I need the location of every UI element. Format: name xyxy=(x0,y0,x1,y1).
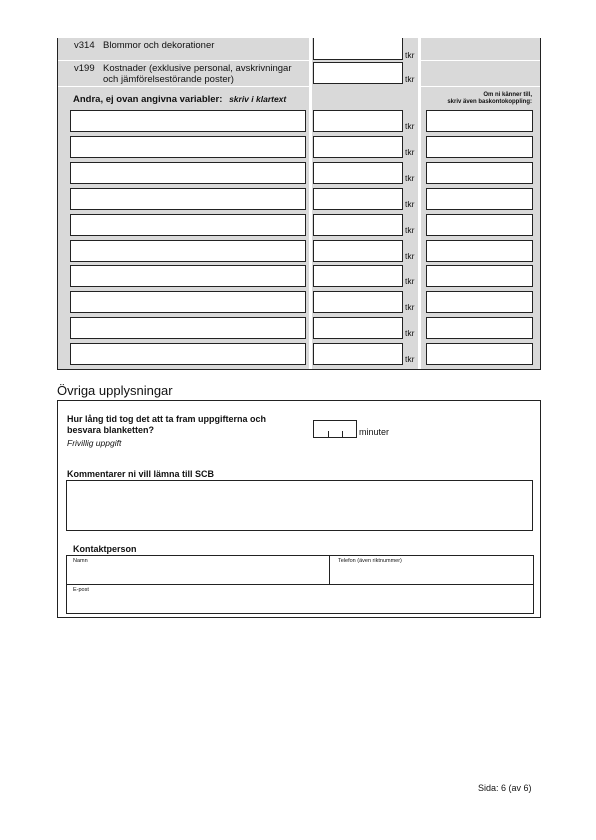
section-title: Övriga upplysningar xyxy=(57,383,173,398)
digit-tick xyxy=(342,431,343,437)
minutes-input[interactable] xyxy=(313,420,357,438)
row-divider xyxy=(421,86,540,87)
variable-name-input[interactable] xyxy=(70,136,306,158)
value-input-v314[interactable] xyxy=(313,38,403,60)
variable-name-input[interactable] xyxy=(70,240,306,262)
optional-note: Frivillig uppgift xyxy=(67,438,122,448)
contact-phone-field[interactable] xyxy=(329,555,534,585)
page-number: Sida: 6 (av 6) xyxy=(478,783,532,793)
variable-value-input[interactable] xyxy=(313,343,403,365)
account-note-line1: Om ni känner till, xyxy=(483,92,532,98)
email-label: E-post xyxy=(73,587,89,593)
variable-name-input[interactable] xyxy=(70,188,306,210)
contact-title: Kontaktperson xyxy=(73,544,137,554)
variable-value-input[interactable] xyxy=(313,188,403,210)
account-code-input[interactable] xyxy=(426,162,533,184)
row-divider xyxy=(58,60,309,61)
unit-label: tkr xyxy=(405,50,415,60)
value-input-v199[interactable] xyxy=(313,62,403,84)
variable-value-input[interactable] xyxy=(313,162,403,184)
account-code-input[interactable] xyxy=(426,291,533,313)
unit-label: tkr xyxy=(405,225,415,235)
time-question-line1: Hur lång tid tog det att ta fram uppgifterna och xyxy=(67,414,266,424)
variable-value-input[interactable] xyxy=(313,214,403,236)
unit-label: tkr xyxy=(405,302,415,312)
unit-label: tkr xyxy=(405,121,415,131)
contact-name-field[interactable] xyxy=(66,555,330,585)
variable-value-input[interactable] xyxy=(313,317,403,339)
row-divider xyxy=(421,60,540,61)
account-code-input[interactable] xyxy=(426,188,533,210)
variable-name-input[interactable] xyxy=(70,291,306,313)
account-code-input[interactable] xyxy=(426,214,533,236)
variable-name-input[interactable] xyxy=(70,317,306,339)
variable-name-input[interactable] xyxy=(70,265,306,287)
account-code-input[interactable] xyxy=(426,265,533,287)
unit-label: tkr xyxy=(405,199,415,209)
variable-value-input[interactable] xyxy=(313,240,403,262)
account-code-input[interactable] xyxy=(426,240,533,262)
unit-label: tkr xyxy=(405,147,415,157)
variable-value-input[interactable] xyxy=(313,110,403,132)
variable-name-input[interactable] xyxy=(70,214,306,236)
minutes-label: minuter xyxy=(359,427,390,437)
other-variables-note: skriv i klartext xyxy=(229,94,287,104)
unit-label: tkr xyxy=(405,354,415,364)
phone-label: Telefon (även riktnummer) xyxy=(338,558,402,564)
time-question-line2: besvara blanketten? xyxy=(67,425,155,435)
unit-label: tkr xyxy=(405,74,415,84)
unit-label: tkr xyxy=(405,251,415,261)
variable-name-input[interactable] xyxy=(70,343,306,365)
variable-value-input[interactable] xyxy=(313,265,403,287)
variable-value-input[interactable] xyxy=(313,291,403,313)
comments-label: Kommentarer ni vill lämna till SCB xyxy=(67,469,215,479)
comments-textarea[interactable] xyxy=(66,480,533,531)
account-code-input[interactable] xyxy=(426,317,533,339)
variable-name-input[interactable] xyxy=(70,162,306,184)
variable-name-input[interactable] xyxy=(70,110,306,132)
row-divider xyxy=(58,86,309,87)
unit-label: tkr xyxy=(405,328,415,338)
name-label: Namn xyxy=(73,558,88,564)
variable-value-input[interactable] xyxy=(313,136,403,158)
row-label-v314: Blommor och dekorationer xyxy=(103,40,215,51)
row-label-v199-line1: Kostnader (exklusive personal, avskrivningar xyxy=(103,63,292,74)
digit-tick xyxy=(328,431,329,437)
row-code-v199: v199 xyxy=(74,63,95,74)
account-code-input[interactable] xyxy=(426,110,533,132)
other-variables-label: Andra, ej ovan angivna variabler: xyxy=(73,94,223,105)
row-label-v199-line2: och jämförelsestörande poster) xyxy=(103,74,234,85)
unit-label: tkr xyxy=(405,276,415,286)
account-code-input[interactable] xyxy=(426,136,533,158)
contact-email-field[interactable] xyxy=(66,584,534,614)
unit-label: tkr xyxy=(405,173,415,183)
account-note-line2: skriv även baskontokoppling: xyxy=(447,99,532,105)
row-code-v314: v314 xyxy=(74,40,95,51)
account-code-input[interactable] xyxy=(426,343,533,365)
other-variables-header xyxy=(73,94,286,105)
